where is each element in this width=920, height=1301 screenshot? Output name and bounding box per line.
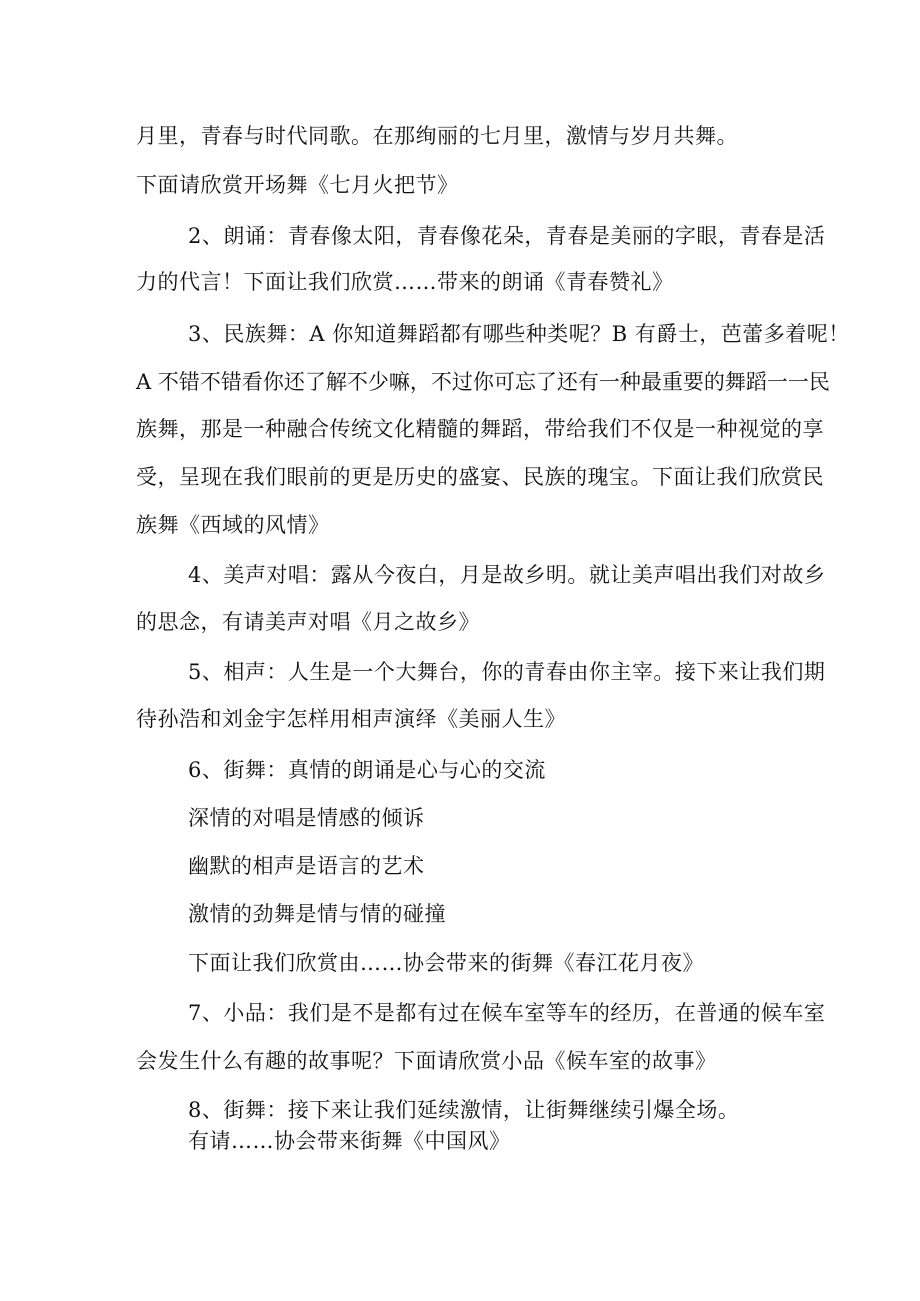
text-line: 下面请欣赏开场舞《七月火把节》 [136, 173, 459, 197]
text-line: 受，呈现在我们眼前的更是历史的盛宴、民族的瑰宝。下面让我们欣赏民 [136, 465, 824, 489]
numbered-item-line: 8、街舞：接下来让我们延续激情，让街舞继续引爆全场。 [188, 1098, 740, 1122]
text-line: 下面让我们欣赏由……协会带来的街舞《春江花月夜》 [188, 951, 704, 975]
text-line: 幽默的相声是语言的艺术 [188, 854, 425, 878]
text-line: 深情的对唱是情感的倾诉 [188, 806, 425, 830]
text-line: 力的代言！下面让我们欣赏……带来的朗诵《青春赞礼》 [136, 270, 674, 294]
text-line: 会发生什么有趣的故事呢？下面请欣赏小品《候车室的故事》 [136, 1049, 717, 1073]
text-line: 待孙浩和刘金宇怎样用相声演绎《美丽人生》 [136, 707, 566, 731]
numbered-item-line: 4、美声对唱：露从今夜白，月是故乡明。就让美声唱出我们对故乡 [188, 563, 826, 587]
numbered-item-line: 3、民族舞：A 你知道舞蹈都有哪些种类呢？B 有爵士，芭蕾多着呢！ [188, 322, 850, 346]
numbered-item-line: 2、朗诵：青春像太阳，青春像花朵，青春是美丽的字眼，青春是活 [188, 224, 826, 248]
text-line: A 不错不错看你还了解不少嘛，不过你可忘了还有一种最重要的舞蹈一一民 [136, 370, 830, 394]
text-line: 有请……协会带来街舞《中国风》 [188, 1129, 511, 1153]
numbered-item-line: 7、小品：我们是不是都有过在候车室等车的经历，在普通的候车室 [188, 1001, 826, 1025]
text-line: 族舞《西域的风情》 [136, 513, 330, 537]
numbered-item-line: 5、相声：人生是一个大舞台，你的青春由你主宰。接下来让我们期 [188, 660, 826, 684]
numbered-item-line: 6、街舞：真情的朗诵是心与心的交流 [188, 758, 546, 782]
text-line: 的思念，有请美声对唱《月之故乡》 [136, 610, 480, 634]
text-line: 族舞，那是一种融合传统文化精髓的舞蹈，带给我们不仅是一种视觉的享 [136, 417, 824, 441]
text-line: 月里，青春与时代同歌。在那绚丽的七月里，激情与岁月共舞。 [136, 124, 738, 148]
text-line: 激情的劲舞是情与情的碰撞 [188, 902, 446, 926]
